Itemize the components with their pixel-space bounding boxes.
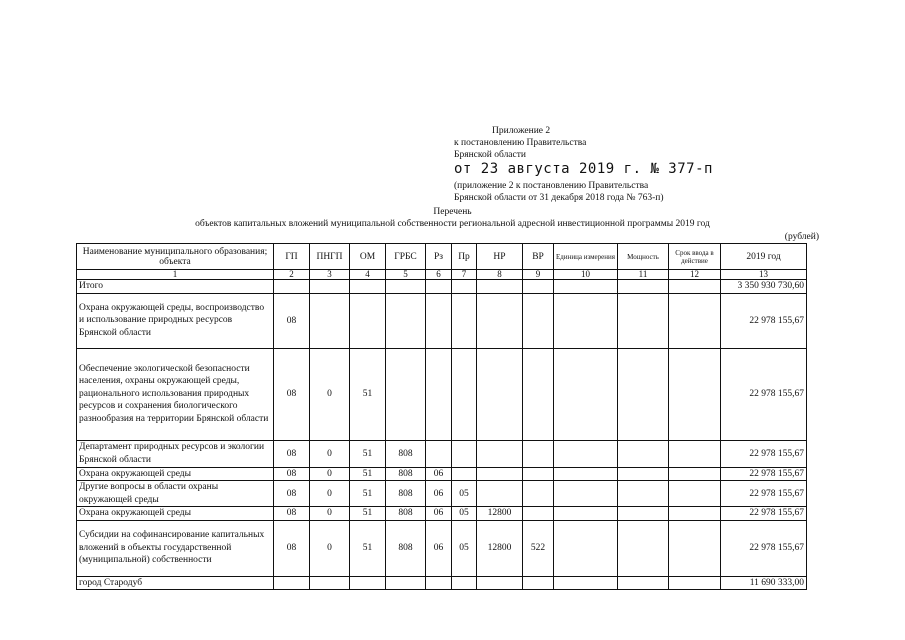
cell-om: 51 (350, 520, 386, 576)
cell-nr (477, 293, 523, 348)
cell-pr (452, 576, 477, 590)
cell-name: Обеспечение экологической безопасности населения, охраны окружающей среды, рационального использования природных ресурсов и сохранения биологического разнообразия на территории Брянской области (77, 348, 274, 440)
header-power: Мощность (618, 244, 669, 270)
cell-gp (274, 576, 310, 590)
cell-grbs (386, 348, 426, 440)
cell-power (618, 280, 669, 294)
cell-rz: 06 (426, 507, 452, 521)
appendix-ref-line: к постановлению Правительства (454, 138, 587, 148)
cell-unit (554, 293, 618, 348)
cell-unit (554, 280, 618, 294)
cell-term (669, 348, 721, 440)
cell-pngp (310, 293, 350, 348)
cell-power (618, 576, 669, 590)
cell-gp: 08 (274, 520, 310, 576)
cell-vr (523, 348, 554, 440)
investment-table (76, 243, 807, 590)
cell-pr (452, 440, 477, 467)
cell-grbs (386, 293, 426, 348)
cell-pr (452, 280, 477, 294)
cell-term (669, 576, 721, 590)
cell-gp (274, 280, 310, 294)
cell-vr (523, 507, 554, 521)
cell-pr: 05 (452, 481, 477, 507)
cell-power (618, 467, 669, 481)
table-row (77, 348, 807, 440)
appendix-number: Приложение 2 (492, 126, 551, 136)
cell-amount: 22 978 155,67 (721, 481, 807, 507)
cell-unit (554, 348, 618, 440)
cell-grbs: 808 (386, 481, 426, 507)
cell-nr (477, 467, 523, 481)
cell-vr (523, 481, 554, 507)
header-vr: ВР (523, 244, 554, 270)
header-gp: ГП (274, 244, 310, 270)
header-unit: Единица измерения (554, 244, 618, 270)
table-row (77, 440, 807, 467)
table-row (77, 467, 807, 481)
cell-grbs: 808 (386, 440, 426, 467)
cell-unit (554, 481, 618, 507)
cell-name: Другие вопросы в области охраны окружающей среды (77, 481, 274, 507)
column-number: 10 (554, 270, 618, 280)
cell-amount: 22 978 155,67 (721, 520, 807, 576)
cell-power (618, 520, 669, 576)
cell-om: 51 (350, 467, 386, 481)
cell-rz (426, 440, 452, 467)
column-number: 12 (669, 270, 721, 280)
cell-gp: 08 (274, 293, 310, 348)
cell-term (669, 481, 721, 507)
appendix-region: Брянской области (454, 150, 526, 160)
cell-rz: 06 (426, 481, 452, 507)
column-number: 2 (274, 270, 310, 280)
cell-gp: 08 (274, 507, 310, 521)
cell-term (669, 440, 721, 467)
column-number: 13 (721, 270, 807, 280)
title-heading: Перечень (433, 207, 472, 217)
header-term: Срок ввода в действие (669, 244, 721, 270)
table-row (77, 293, 807, 348)
cell-amount: 11 690 333,00 (721, 576, 807, 590)
cell-vr: 522 (523, 520, 554, 576)
cell-nr (477, 280, 523, 294)
table-row (77, 576, 807, 590)
cell-om (350, 280, 386, 294)
cell-unit (554, 520, 618, 576)
cell-vr (523, 280, 554, 294)
header-pngp: ПНГП (310, 244, 350, 270)
cell-name: Охрана окружающей среды, воспроизводство и использование природных ресурсов Брянской области (77, 293, 274, 348)
cell-rz (426, 293, 452, 348)
document-title (0, 206, 905, 230)
cell-name: Субсидии на софинансирование капитальных вложений в объекты государственной (муниципальной) собственности (77, 520, 274, 576)
cell-power (618, 481, 669, 507)
cell-gp: 08 (274, 440, 310, 467)
cell-amount: 22 978 155,67 (721, 293, 807, 348)
cell-nr (477, 348, 523, 440)
cell-power (618, 348, 669, 440)
column-number: 7 (452, 270, 477, 280)
cell-grbs (386, 576, 426, 590)
cell-rz: 06 (426, 467, 452, 481)
cell-om (350, 576, 386, 590)
cell-om: 51 (350, 481, 386, 507)
cell-rz (426, 576, 452, 590)
column-number: 3 (310, 270, 350, 280)
header-year-2019: 2019 год (721, 244, 807, 270)
cell-pngp (310, 280, 350, 294)
cell-amount: 22 978 155,67 (721, 467, 807, 481)
cell-grbs (386, 280, 426, 294)
cell-vr (523, 440, 554, 467)
cell-name: Охрана окружающей среды (77, 467, 274, 481)
cell-pngp (310, 576, 350, 590)
cell-grbs: 808 (386, 507, 426, 521)
column-number: 1 (77, 270, 274, 280)
cell-unit (554, 467, 618, 481)
table-row (77, 280, 807, 294)
cell-rz (426, 280, 452, 294)
cell-om: 51 (350, 507, 386, 521)
cell-vr (523, 576, 554, 590)
cell-term (669, 280, 721, 294)
column-number-row (77, 270, 807, 280)
cell-pngp: 0 (310, 467, 350, 481)
cell-gp: 08 (274, 348, 310, 440)
cell-name: Итого (77, 280, 274, 294)
cell-term (669, 520, 721, 576)
cell-power (618, 293, 669, 348)
cell-pr: 05 (452, 520, 477, 576)
table-row (77, 481, 807, 507)
table-row (77, 507, 807, 521)
cell-rz: 06 (426, 520, 452, 576)
cell-nr (477, 481, 523, 507)
header-row (77, 244, 807, 270)
cell-term (669, 293, 721, 348)
header-name: Наименование муниципального образования; объекта (77, 244, 274, 270)
cell-om (350, 293, 386, 348)
cell-rz (426, 348, 452, 440)
cell-unit (554, 440, 618, 467)
cell-term (669, 467, 721, 481)
table-row (77, 520, 807, 576)
cell-vr (523, 293, 554, 348)
cell-nr (477, 440, 523, 467)
cell-nr (477, 576, 523, 590)
cell-power (618, 440, 669, 467)
column-number: 4 (350, 270, 386, 280)
column-number: 8 (477, 270, 523, 280)
cell-pngp: 0 (310, 440, 350, 467)
header-rz: Рз (426, 244, 452, 270)
cell-amount: 3 350 930 730,60 (721, 280, 807, 294)
cell-nr: 12800 (477, 507, 523, 521)
cell-unit (554, 507, 618, 521)
cell-name: Охрана окружающей среды (77, 507, 274, 521)
cell-name: Департамент природных ресурсов и экологии Брянской области (77, 440, 274, 467)
cell-grbs: 808 (386, 467, 426, 481)
cell-amount: 22 978 155,67 (721, 348, 807, 440)
header-nr: НР (477, 244, 523, 270)
cell-pngp: 0 (310, 507, 350, 521)
cell-amount: 22 978 155,67 (721, 507, 807, 521)
column-number: 5 (386, 270, 426, 280)
appendix-date-line: от 23 августа 2019 г. № 377-п (454, 161, 713, 177)
cell-om: 51 (350, 440, 386, 467)
cell-unit (554, 576, 618, 590)
header-pr: Пр (452, 244, 477, 270)
units-label: (рублей) (784, 232, 819, 242)
column-number: 6 (426, 270, 452, 280)
cell-grbs: 808 (386, 520, 426, 576)
cell-pr: 05 (452, 507, 477, 521)
cell-gp: 08 (274, 467, 310, 481)
previous-appendix-line1: (приложение 2 к постановлению Правительства (454, 181, 649, 191)
header-om: ОМ (350, 244, 386, 270)
column-number: 11 (618, 270, 669, 280)
cell-pr (452, 348, 477, 440)
cell-term (669, 507, 721, 521)
cell-amount: 22 978 155,67 (721, 440, 807, 467)
previous-appendix-line2: Брянской области от 31 декабря 2018 года № 763-п) (454, 193, 664, 203)
cell-pngp: 0 (310, 481, 350, 507)
cell-name: город Стародуб (77, 576, 274, 590)
column-number: 9 (523, 270, 554, 280)
cell-pr (452, 293, 477, 348)
cell-gp: 08 (274, 481, 310, 507)
cell-pngp: 0 (310, 348, 350, 440)
title-description: объектов капитальных вложений муниципальной собственности региональной адресной инвестиционной программы 2019 год (195, 219, 710, 229)
cell-pr (452, 467, 477, 481)
cell-nr: 12800 (477, 520, 523, 576)
cell-power (618, 507, 669, 521)
cell-vr (523, 467, 554, 481)
cell-om: 51 (350, 348, 386, 440)
cell-pngp: 0 (310, 520, 350, 576)
header-grbs: ГРБС (386, 244, 426, 270)
